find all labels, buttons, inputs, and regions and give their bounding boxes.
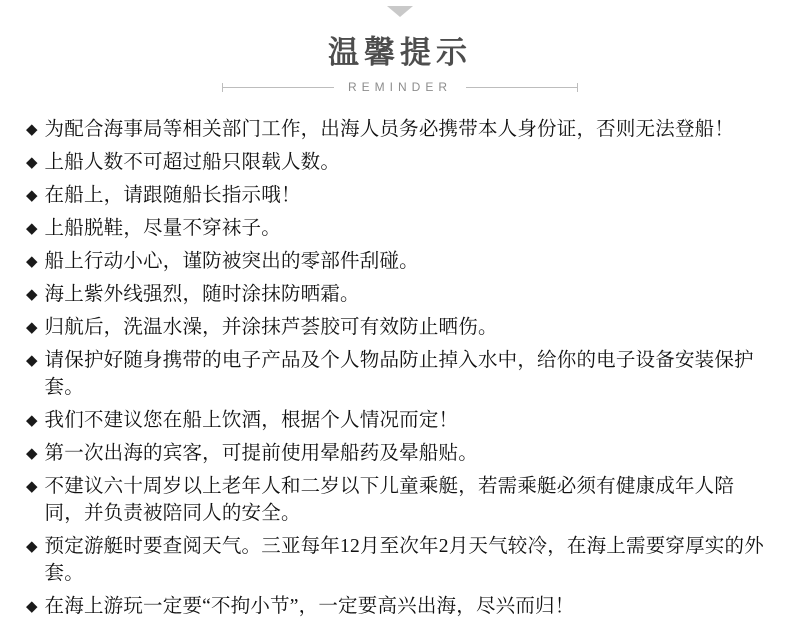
list-item	[26, 149, 770, 176]
diamond-bullet-icon: ◆	[26, 319, 38, 337]
list-item	[26, 533, 770, 587]
list-item-text: 不建议六十周岁以上老年人和二岁以下儿童乘艇，若需乘艇必须有健康成年人陪同，并负责被陪同人的安全。	[44, 476, 735, 525]
list-item-text: 海上紫外线强烈，随时涂抹防晒霜。	[44, 284, 360, 306]
diamond-bullet-icon: ◆	[26, 478, 38, 496]
diamond-bullet-icon: ◆	[26, 154, 38, 172]
page-heading	[0, 36, 800, 94]
list-item	[26, 116, 770, 143]
list-item-text: 为配合海事局等相关部门工作，出海人员务必携带本人身份证，否则无法登船！	[44, 119, 735, 141]
diamond-bullet-icon: ◆	[26, 253, 38, 271]
list-item-text: 船上行动小心，谨防被突出的零部件刮碰。	[44, 251, 419, 273]
page-title: 温馨提示	[328, 35, 472, 70]
list-item	[26, 593, 770, 620]
list-item	[26, 440, 770, 467]
triangle-down-icon	[387, 6, 413, 17]
list-item	[26, 347, 770, 401]
list-item-text: 我们不建议您在船上饮酒，根据个人情况而定！	[44, 410, 459, 432]
list-item	[26, 314, 770, 341]
list-item-text: 上船人数不可超过船只限载人数。	[44, 152, 341, 174]
diamond-bullet-icon: ◆	[26, 598, 38, 616]
divider-left	[222, 87, 334, 88]
list-item-text: 请保护好随身携带的电子产品及个人物品防止掉入水中，给你的电子设备安装保护套。	[44, 350, 754, 399]
list-item-text: 上船脱鞋，尽量不穿袜子。	[44, 218, 281, 240]
list-item	[26, 281, 770, 308]
diamond-bullet-icon: ◆	[26, 352, 38, 370]
reminder-list	[0, 116, 800, 620]
diamond-bullet-icon: ◆	[26, 220, 38, 238]
page-subtitle: REMINDER	[347, 80, 452, 95]
diamond-bullet-icon: ◆	[26, 187, 38, 205]
divider-right	[466, 87, 578, 88]
list-item	[26, 182, 770, 209]
list-item-text: 在船上，请跟随船长指示哦！	[44, 185, 301, 207]
list-item-text: 在海上游玩一定要“不拘小节”，一定要高兴出海，尽兴而归！	[44, 596, 575, 618]
list-item	[26, 473, 770, 527]
diamond-bullet-icon: ◆	[26, 412, 38, 430]
diamond-bullet-icon: ◆	[26, 538, 38, 556]
subtitle-row	[0, 80, 800, 94]
list-item	[26, 407, 770, 434]
list-item	[26, 248, 770, 275]
diamond-bullet-icon: ◆	[26, 121, 38, 139]
diamond-bullet-icon: ◆	[26, 286, 38, 304]
list-item-text: 预定游艇时要查阅天气。三亚每年12月至次年2月天气较冷，在海上需要穿厚实的外套。	[44, 536, 764, 585]
diamond-bullet-icon: ◆	[26, 445, 38, 463]
list-item	[26, 215, 770, 242]
list-item-text: 归航后，洗温水澡，并涂抹芦荟胶可有效防止晒伤。	[44, 317, 498, 339]
top-arrow-decoration	[0, 0, 800, 22]
list-item-text: 第一次出海的宾客，可提前使用晕船药及晕船贴。	[44, 443, 478, 465]
